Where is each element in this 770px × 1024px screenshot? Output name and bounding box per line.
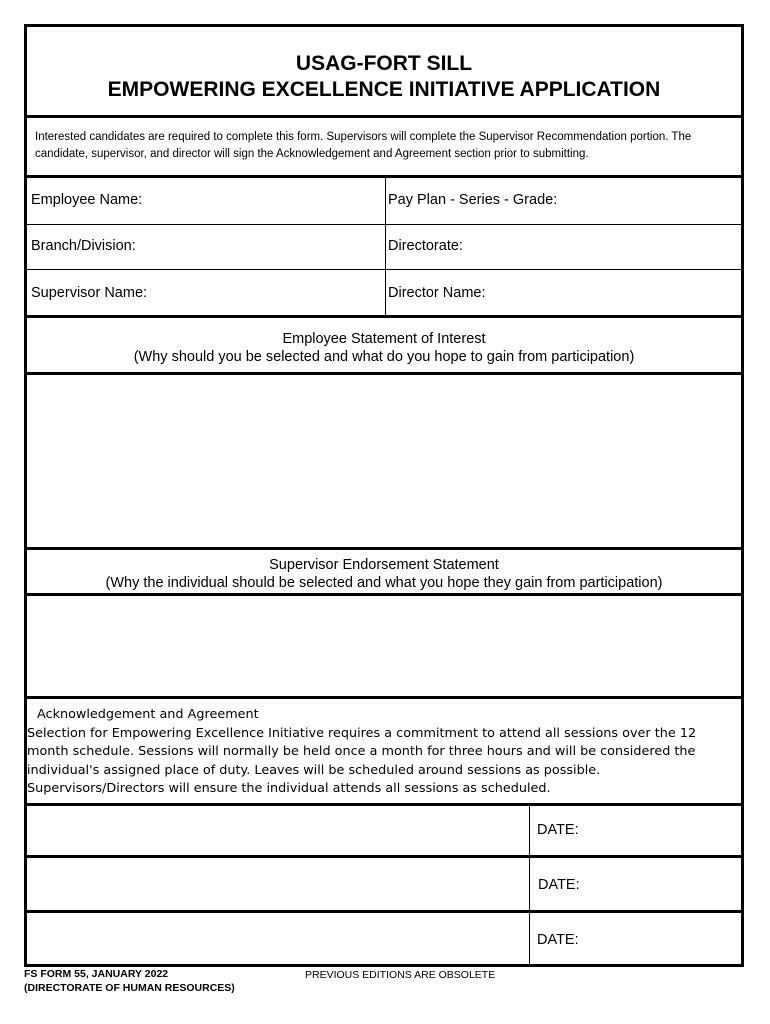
title-line-2: EMPOWERING EXCELLENCE INITIATIVE APPLICATION [107,78,661,101]
employee-name-label: Employee Name: [31,192,143,208]
directorate-label: Directorate: [388,238,463,254]
pay-plan-label: Pay Plan - Series - Grade: [388,192,558,208]
employee-statement-title: Employee Statement of Interest [282,331,486,347]
signature-line-2[interactable] [27,858,529,910]
title-line-1: USAG-FORT SILL [295,52,473,75]
divider [27,175,741,178]
supervisor-statement-header [27,556,741,592]
branch-division-label: Branch/Division: [31,238,136,254]
divider [27,269,741,270]
supervisor-statement-subtitle: (Why the individual should be selected and what you hope they gain from participation) [105,575,663,591]
employee-statement-subtitle: (Why should you be selected and what do you hope to gain from participation) [133,349,635,365]
director-name-label: Director Name: [388,285,486,301]
divider [27,224,741,225]
signature-line-3[interactable] [27,913,529,964]
form-title [27,51,741,103]
signature-line-1[interactable] [27,806,529,855]
supervisor-statement-title: Supervisor Endorsement Statement [269,557,499,573]
form-office: (DIRECTORATE OF HUMAN RESOURCES) [24,982,235,994]
supervisor-name-label: Supervisor Name: [31,285,148,301]
application-form [24,24,744,967]
divider [27,315,741,318]
employee-statement-area[interactable] [27,375,741,547]
acknowledgement-text: Selection for Empowering Excellence Initiative requires a commitment to attend all sessions over the 12 month schedule. Sessions will normally be held once a month for three hours and will be considered the individual's assigned place of duty. Leaves will be scheduled around sessions as possible. Supervisors/Directors will ensure the individual attends all sessions as scheduled. [27,725,697,796]
obsolete-notice: PREVIOUS EDITIONS ARE OBSOLETE [305,969,496,981]
column-divider [385,178,386,315]
acknowledgement-title: Acknowledgement and Agreement [37,707,259,722]
divider [27,696,741,699]
signature-column-divider [529,806,530,964]
date-label-2: DATE: [538,877,580,893]
supervisor-statement-area[interactable] [27,596,741,696]
divider [27,547,741,550]
form-id: FS FORM 55, JANUARY 2022 [24,968,169,980]
acknowledgement-section [27,706,741,799]
date-label-3: DATE: [537,932,579,948]
employee-statement-header [27,330,741,366]
intro-text: Interested candidates are required to complete this form. Supervisors will complete the Supervisor Recommendation portion. The candidate, supervisor, and director will sign the Acknowledgement and Agreement section prior to submitting. [35,131,692,160]
divider [27,115,741,118]
date-label-1: DATE: [537,822,579,838]
